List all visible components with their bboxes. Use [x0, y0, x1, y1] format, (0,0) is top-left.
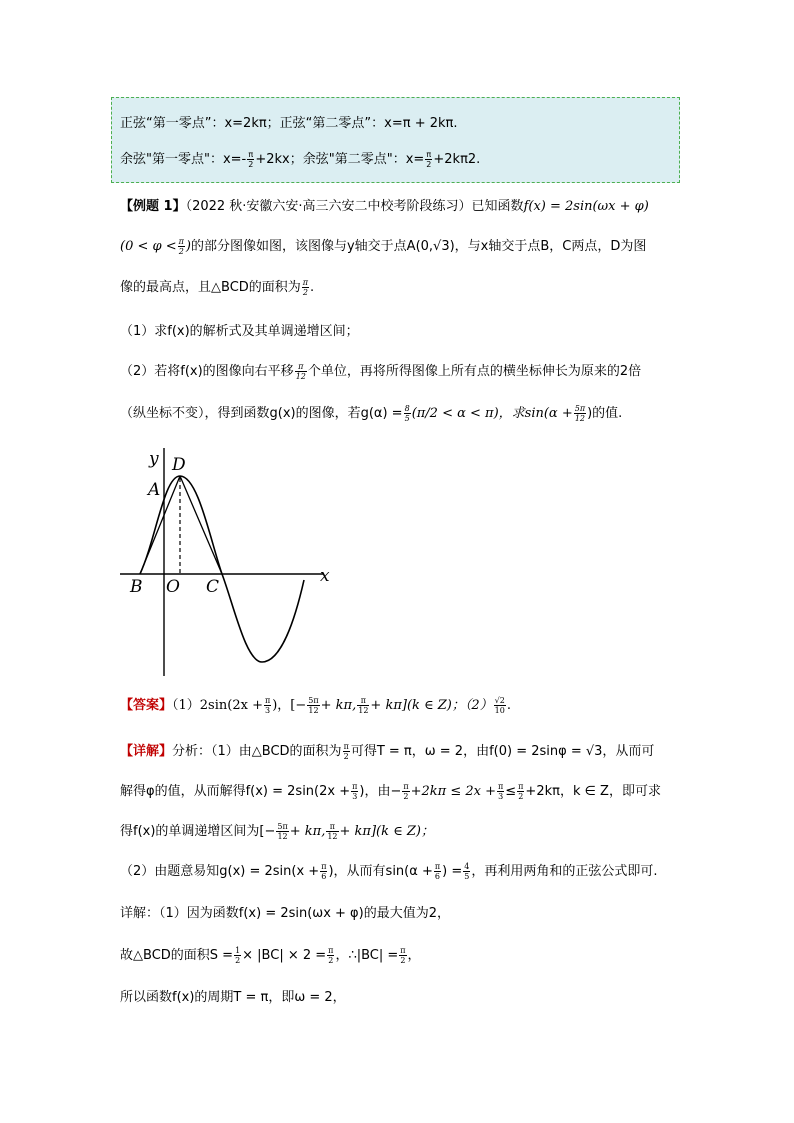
example-function: f(x) = 2sin(ωx + φ) [523, 199, 649, 214]
question-1: （1）求f(x)的解析式及其单调递增区间； [120, 324, 359, 339]
example-condition-line: (0 < φ < $\frac{\pi}{2}$ )的部分图像如图，该图像与y轴交于点A(0,√3)，与x轴交于点B，C两点，D为图 [120, 237, 647, 256]
label-x: x [320, 566, 330, 586]
sine-graph-figure [118, 444, 338, 684]
example-tag: 【例题 1】 [120, 199, 186, 214]
detail-line-4: （2）由题意易知g(x) = 2sin(x + $\frac{\pi}{6}$ )，从而有sin(α + $\frac{\pi}{6}$ ) = $\frac{4}{5}$ ，再利用两角和的正弦公式即可. [120, 862, 658, 881]
label-y: y [149, 449, 159, 469]
answer-tag: 【答案】 [120, 698, 173, 713]
segment-DC [180, 476, 222, 574]
detail-line-1: 【详解】分析：（1）由△BCD的面积为 $\frac{\pi}{2}$ 可得T = π，ω = 2，由f(0) = 2sinφ = √3，从而可 [120, 742, 655, 761]
detail-line-6: 故△BCD的面积S = $\frac{1}{2}$ × |BC| × 2 = $\frac{\pi}{2}$ ，∴|BC| = $\frac{\pi}{2}$ ， [120, 946, 421, 965]
answer-line: 【答案】（1）2sin(2x + $\frac{\pi}{3}$ )，[− $\frac{5\pi}{12}$ + kπ, $\frac{\pi}{12}$ + kπ](k ∈ Z)；（2） $\frac{√2}{10}$ . [120, 696, 511, 715]
question-2-line-1: （2）若将f(x)的图像向右平移 $\frac{\pi}{12}$ 个单位，再将所得图像上所有点的横坐标伸长为原来的2倍 [120, 362, 642, 381]
example-source: （2022 秋·安徽六安·高三六安二中校考阶段练习）已知函数 [185, 199, 524, 214]
formula-note-box [111, 97, 680, 183]
question-2-line-2: （纵坐标不变），得到函数g(x)的图像，若g(α) = $\frac{8}{5}$ (π/2 < α < π)，求sin(α + $\frac{5\pi}{12}$ )的值. [120, 404, 623, 423]
label-A: A [148, 480, 161, 500]
example-area-line: 像的最高点，且△BCD的面积为 $\frac{\pi}{2}$ . [120, 278, 315, 297]
sine-zero-points-note: 正弦“第一零点”：x=2kπ；正弦“第二零点”：x=π + 2kπ. [120, 116, 458, 131]
detail-line-3: 得f(x)的单调递增区间为[− $\frac{5\pi}{12}$ + kπ, $\frac{\pi}{12}$ + kπ](k ∈ Z)； [120, 822, 434, 841]
example-heading [120, 197, 649, 217]
detail-tag: 【详解】 [120, 744, 173, 759]
detail-line-5: 详解：（1）因为函数f(x) = 2sin(ωx + φ)的最大值为2， [120, 906, 450, 921]
detail-line-2: 解得φ的值，从而解得f(x) = 2sin(2x + $\frac{\pi}{3}$ )，由− $\frac{\pi}{2}$ +2kπ ≤ 2x + $\frac{\pi}{3}$ ≤ $\frac{\pi}{2}$ +2kπ，k ∈ Z，即可求 [120, 782, 661, 801]
label-C: C [206, 577, 220, 597]
cosine-zero-points-note: 余弦"第一零点"：x=- $\frac{\pi}{2}$ +2kx；余弦"第二零点"：x= $\frac{\pi}{2}$ +2kπ2. [120, 150, 481, 169]
label-D: D [172, 455, 186, 475]
label-O: O [166, 577, 180, 597]
detail-line-7: 所以函数f(x)的周期T = π，即ω = 2， [120, 990, 346, 1005]
label-B: B [130, 577, 143, 597]
